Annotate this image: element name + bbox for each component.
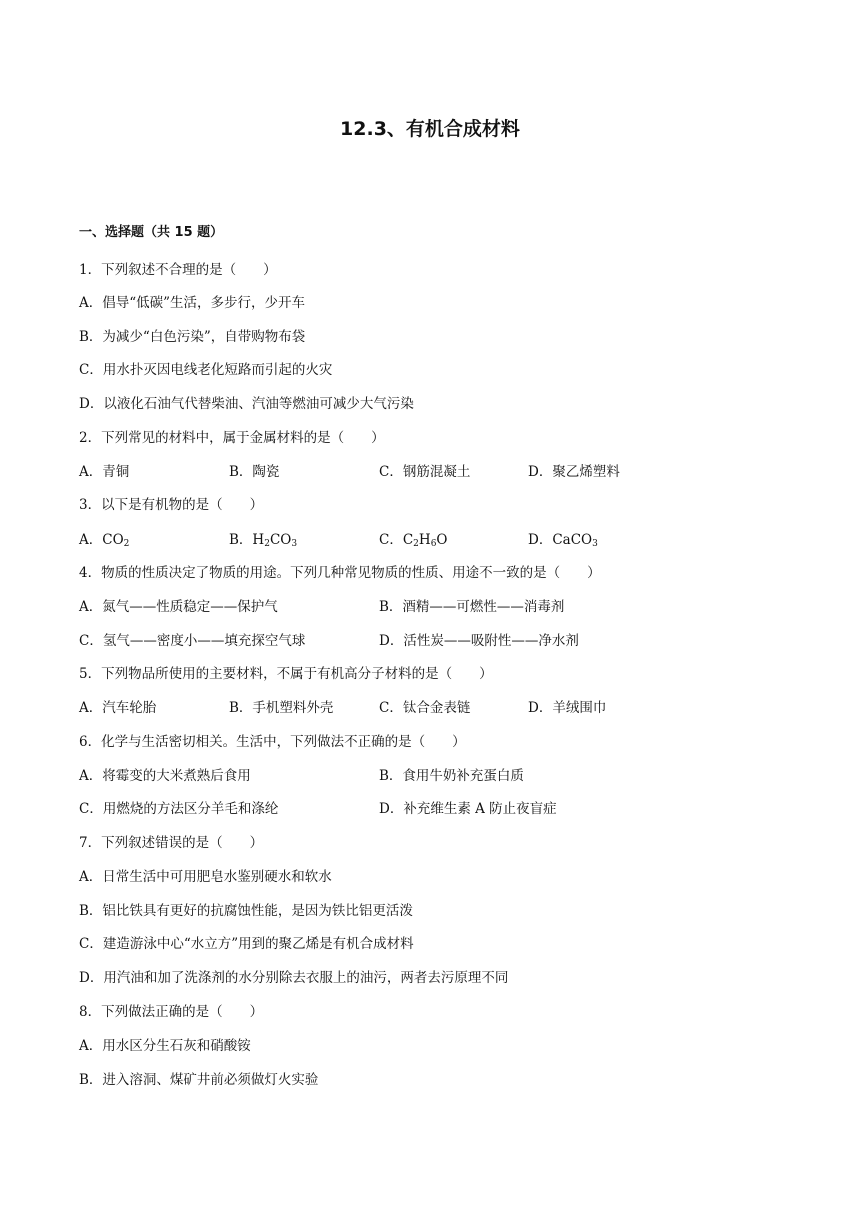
question-2-option-a: A．青铜 xyxy=(79,464,130,480)
question-1-stem: 1．下列叙述不合理的是（ ） xyxy=(79,262,277,278)
question-1-option-d: D．以液化石油气代替柴油、汽油等燃油可减少大气污染 xyxy=(79,396,414,412)
question-3-stem: 3．以下是有机物的是（ ） xyxy=(79,497,264,513)
question-5-option-d: D．羊绒围巾 xyxy=(528,700,607,716)
question-6-option-b: B．食用牛奶补充蛋白质 xyxy=(379,768,524,784)
question-8-option-a: A．用水区分生石灰和硝酸铵 xyxy=(79,1038,251,1054)
question-5-stem: 5．下列物品所使用的主要材料，不属于有机高分子材料的是（ ） xyxy=(79,666,493,682)
question-5-option-b: B．手机塑料外壳 xyxy=(229,700,334,716)
section-heading: 一、选择题（共 15 题） xyxy=(79,225,224,240)
question-3-option-d: D．CaCO$_3$ xyxy=(528,532,598,549)
question-6-option-d: D．补充维生素 A 防止夜盲症 xyxy=(379,801,557,817)
question-7-option-a: A．日常生活中可用肥皂水鉴别硬水和软水 xyxy=(79,869,332,885)
question-4-option-d: D．活性炭——吸附性——净水剂 xyxy=(379,633,579,649)
question-7-option-d: D．用汽油和加了洗涤剂的水分别除去衣服上的油污，两者去污原理不同 xyxy=(79,970,509,986)
question-7-option-c: C．建造游泳中心“水立方”用到的聚乙烯是有机合成材料 xyxy=(79,936,414,952)
question-3-option-a: A．$CO_2$ xyxy=(79,532,130,549)
question-1-option-b: B．为减少“白色污染”，自带购物布袋 xyxy=(79,329,306,345)
question-5-option-a: A．汽车轮胎 xyxy=(79,700,157,716)
question-3-option-b: B．$H_2CO_3$ xyxy=(229,532,298,549)
question-6-stem: 6．化学与生活密切相关。生活中，下列做法不正确的是（ ） xyxy=(79,734,466,750)
question-4-option-a: A．氮气——性质稳定——保护气 xyxy=(79,599,278,615)
question-1-option-a: A．倡导“低碳”生活，多步行，少开车 xyxy=(79,295,306,311)
question-6-option-a: A．将霉变的大米煮熟后食用 xyxy=(79,768,251,784)
question-4-stem: 4．物质的性质决定了物质的用途。下列几种常见物质的性质、用途不一致的是（ ） xyxy=(79,565,601,581)
question-4-option-b: B．酒精——可燃性——消毒剂 xyxy=(379,599,565,615)
question-2-option-b: B．陶瓷 xyxy=(229,464,280,480)
question-5-option-c: C．钛合金表链 xyxy=(379,700,471,716)
question-8-option-b: B．进入溶洞、煤矿井前必须做灯火实验 xyxy=(79,1072,319,1088)
page-title: 12.3、有机合成材料 xyxy=(340,118,520,140)
question-6-option-c: C．用燃烧的方法区分羊毛和涤纶 xyxy=(79,801,279,817)
question-8-stem: 8．下列做法正确的是（ ） xyxy=(79,1004,264,1020)
question-2-option-c: C．钢筋混凝土 xyxy=(379,464,471,480)
question-2-stem: 2．下列常见的材料中，属于金属材料的是（ ） xyxy=(79,430,385,446)
question-2-option-d: D．聚乙烯塑料 xyxy=(528,464,620,480)
question-3-option-c: C．$C_2H_6O$ xyxy=(379,532,448,549)
question-7-stem: 7．下列叙述错误的是（ ） xyxy=(79,835,264,851)
question-7-option-b: B．铝比铁具有更好的抗腐蚀性能，是因为铁比铝更活泼 xyxy=(79,903,413,919)
question-4-option-c: C．氢气——密度小——填充探空气球 xyxy=(79,633,306,649)
question-1-option-c: C．用水扑灭因电线老化短路而引起的火灾 xyxy=(79,362,333,378)
